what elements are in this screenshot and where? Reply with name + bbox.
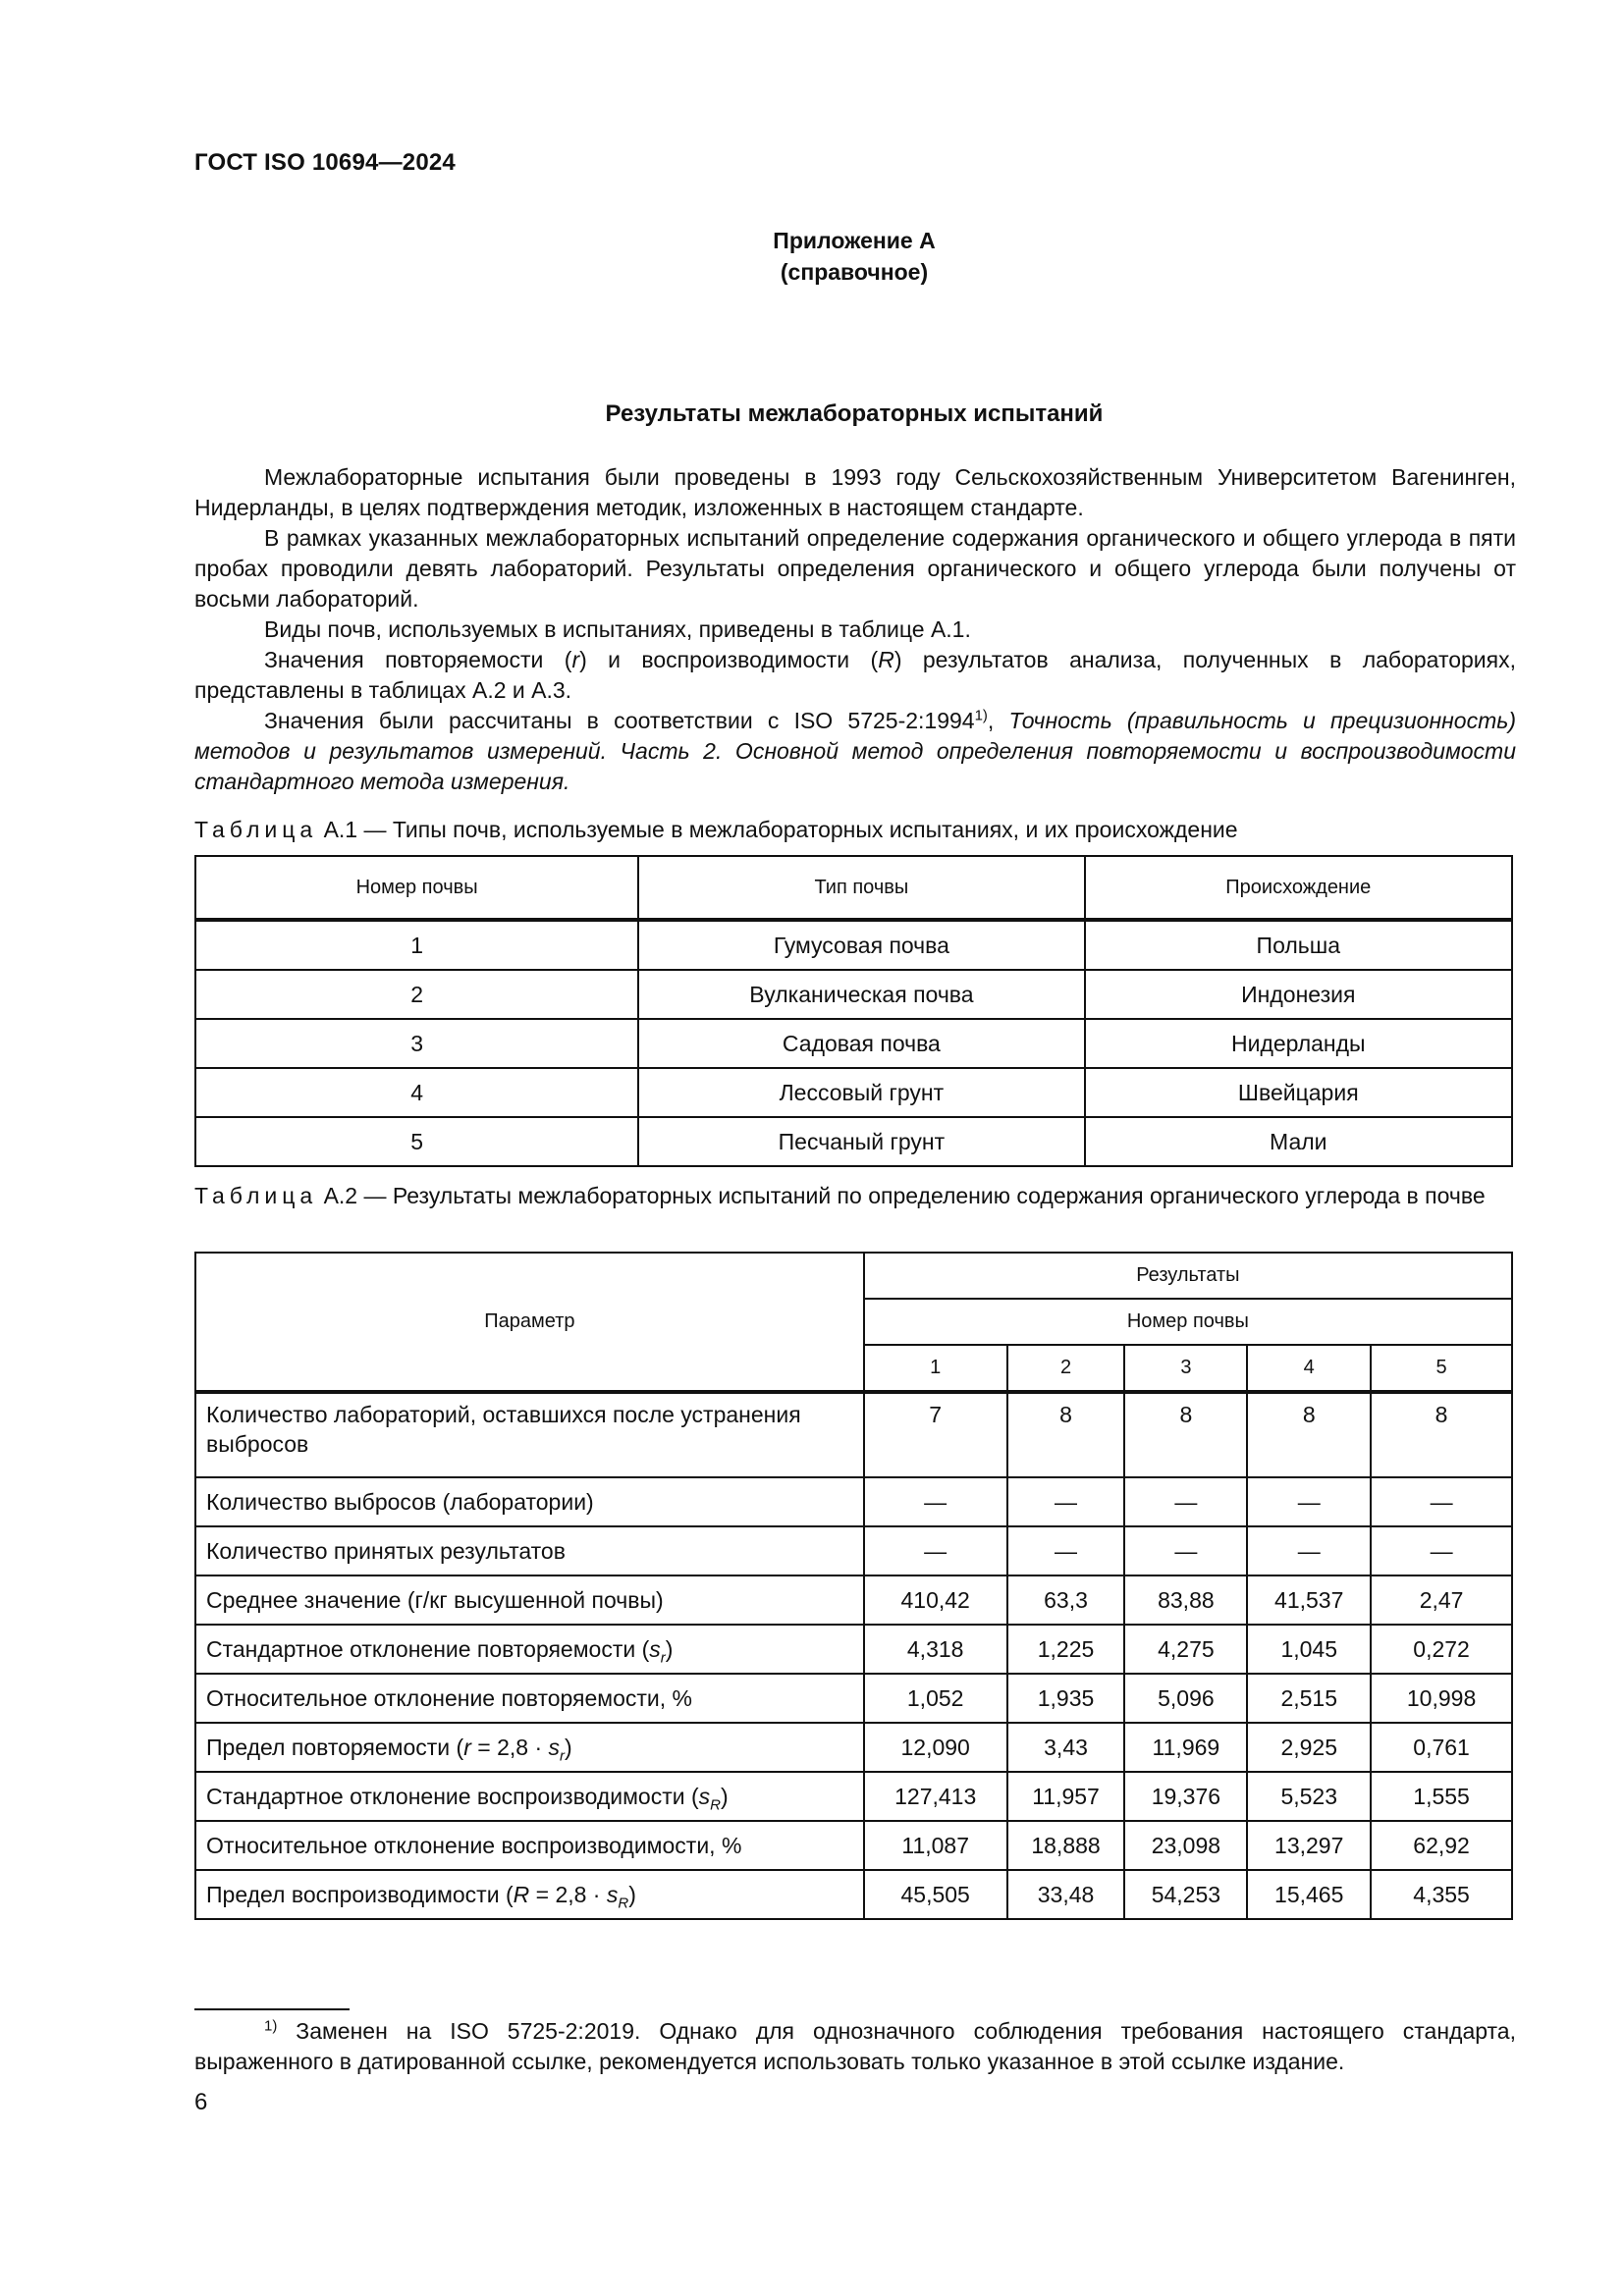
footnote-ref: 1) <box>974 707 988 724</box>
table-cell: 12,090 <box>864 1723 1007 1772</box>
table-row <box>195 1392 1512 1477</box>
table-cell: 2,515 <box>1247 1674 1371 1723</box>
table-row <box>195 970 1512 1019</box>
table-cell: — <box>1371 1477 1512 1526</box>
table-cell: 2,47 <box>1371 1575 1512 1625</box>
table-cell: 127,413 <box>864 1772 1007 1821</box>
table-row <box>195 1526 1512 1575</box>
table-cell: 10,998 <box>1371 1674 1512 1723</box>
table-cell: 11,087 <box>864 1821 1007 1870</box>
table-cell: 4,355 <box>1371 1870 1512 1919</box>
footnote-mark: 1) <box>264 2017 278 2035</box>
table-row <box>195 1117 1512 1166</box>
table-cell: 13,297 <box>1247 1821 1371 1870</box>
table-cell: 0,272 <box>1371 1625 1512 1674</box>
row-label: Количество принятых результатов <box>195 1526 864 1575</box>
table-cell: Швейцария <box>1085 1068 1512 1117</box>
table-row <box>195 1772 1512 1821</box>
table-row <box>195 1019 1512 1068</box>
table-cell: 54,253 <box>1124 1870 1247 1919</box>
table-cell: 1,052 <box>864 1674 1007 1723</box>
soil-number: 2 <box>1007 1345 1125 1392</box>
table-cell: 5,096 <box>1124 1674 1247 1723</box>
table-cell: 8 <box>1007 1392 1125 1477</box>
table1-header-origin: Происхождение <box>1085 856 1512 920</box>
section-title: Результаты межлабораторных испытаний <box>605 400 1104 427</box>
param-header: Параметр <box>195 1253 864 1392</box>
table-cell: 33,48 <box>1007 1870 1125 1919</box>
row-label: Относительное отклонение воспроизводимости, % <box>195 1821 864 1870</box>
results-header: Результаты <box>864 1253 1512 1299</box>
table-cell: 45,505 <box>864 1870 1007 1919</box>
row-label: Предел воспроизводимости $(R = 2,8 \cdot s_R)$ <box>195 1870 864 1919</box>
table-row <box>195 1575 1512 1625</box>
table-cell: 3,43 <box>1007 1723 1125 1772</box>
table-cell: Гумусовая почва <box>638 920 1084 970</box>
table-cell: 0,761 <box>1371 1723 1512 1772</box>
soil-number: 5 <box>1371 1345 1512 1392</box>
table-cell: 8 <box>1247 1392 1371 1477</box>
table-cell: 23,098 <box>1124 1821 1247 1870</box>
table-cell: 4,275 <box>1124 1625 1247 1674</box>
table-cell: 41,537 <box>1247 1575 1371 1625</box>
table-cell: 18,888 <box>1007 1821 1125 1870</box>
table-cell: Нидерланды <box>1085 1019 1512 1068</box>
row-label: Стандартное отклонение воспроизводимости $(s_R)$ <box>195 1772 864 1821</box>
table-cell: 1,935 <box>1007 1674 1125 1723</box>
footnote: $^{1)}$ Заменен на ISO 5725-2:2019. Однако для однозначного соблюдения требования настоящего стандарта, выраженного в датированной ссылке, рекомендуется использовать только указанное в этой ссылке издание. <box>194 2017 1516 2074</box>
row-label: Количество выбросов (лаборатории) <box>195 1477 864 1526</box>
table-cell: 62,92 <box>1371 1821 1512 1870</box>
table-cell: 4,318 <box>864 1625 1007 1674</box>
table-cell: 2,925 <box>1247 1723 1371 1772</box>
table-cell: Мали <box>1085 1117 1512 1166</box>
table-cell: — <box>1247 1526 1371 1575</box>
table-cell: 11,969 <box>1124 1723 1247 1772</box>
table-cell: 83,88 <box>1124 1575 1247 1625</box>
table-cell: Индонезия <box>1085 970 1512 1019</box>
table-cell: 1,045 <box>1247 1625 1371 1674</box>
appendix-type: (справочное) <box>780 259 929 285</box>
table-cell: Садовая почва <box>638 1019 1084 1068</box>
table-cell: — <box>1371 1526 1512 1575</box>
table-cell: Вулканическая почва <box>638 970 1084 1019</box>
table-cell: 19,376 <box>1124 1772 1247 1821</box>
table-cell: — <box>1124 1477 1247 1526</box>
table-cell: 410,42 <box>864 1575 1007 1625</box>
table-row <box>195 920 1512 970</box>
table-cell: 5 <box>195 1117 638 1166</box>
table1-caption: Таблица А.1 — Типы почв, используемые в межлабораторных испытаниях, и их происхождение <box>194 817 1238 842</box>
soil-number: 3 <box>1124 1345 1247 1392</box>
table-cell: Лессовый грунт <box>638 1068 1084 1117</box>
soil-number-header: Номер почвы <box>864 1299 1512 1345</box>
table-cell: — <box>1124 1526 1247 1575</box>
table-cell: 15,465 <box>1247 1870 1371 1919</box>
table-cell: 11,957 <box>1007 1772 1125 1821</box>
table-cell: — <box>1247 1477 1371 1526</box>
table1-header-number: Номер почвы <box>195 856 638 920</box>
body-text <box>194 462 1516 797</box>
table-cell: 63,3 <box>1007 1575 1125 1625</box>
table-cell: Песчаный грунт <box>638 1117 1084 1166</box>
document-header: ГОСТ ISO 10694—2024 <box>194 149 456 176</box>
table-row <box>195 1477 1512 1526</box>
soil-number: 1 <box>864 1345 1007 1392</box>
table1-header-type: Тип почвы <box>638 856 1084 920</box>
row-label: Предел повторяемости $(r = 2,8 \cdot s_r)$ <box>195 1723 864 1772</box>
row-label: Среднее значение (г/кг высушенной почвы) <box>195 1575 864 1625</box>
paragraph-3: Виды почв, используемых в испытаниях, приведены в таблице А.1. <box>264 616 971 642</box>
paragraph-4: Значения повторяемости (r) и воспроизводимости (R) результатов анализа, полученных в лабораториях, представлены в таблицах А.2 и А.3. <box>194 647 1516 703</box>
table-interlab-results <box>194 1252 1513 1920</box>
table-row <box>195 1068 1512 1117</box>
table-cell: — <box>1007 1526 1125 1575</box>
footnote-separator <box>194 2008 350 2010</box>
row-label: Относительное отклонение повторяемости, % <box>195 1674 864 1723</box>
row-label: Количество лабораторий, оставшихся после устранения выбросов <box>195 1392 864 1477</box>
page-number: 6 <box>194 2089 208 2115</box>
table-cell: 1 <box>195 920 638 970</box>
soil-number: 4 <box>1247 1345 1371 1392</box>
table-row <box>195 1821 1512 1870</box>
table-cell: 3 <box>195 1019 638 1068</box>
table-row <box>195 1674 1512 1723</box>
table-cell: 8 <box>1124 1392 1247 1477</box>
table-cell: 5,523 <box>1247 1772 1371 1821</box>
table-cell: 7 <box>864 1392 1007 1477</box>
table-cell: — <box>864 1477 1007 1526</box>
table-row <box>195 1625 1512 1674</box>
paragraph-5: Значения были рассчитаны в соответствии с ISO 5725-2:1994$^{1)}$, Точность (правильность и прецизионность) методов и результатов измерений. Часть 2. Основной метод определения повторяемости и воспроизводимости стандартного метода измерения. <box>194 707 1516 794</box>
table-row <box>195 1870 1512 1919</box>
table-cell: — <box>1007 1477 1125 1526</box>
table-row <box>195 1723 1512 1772</box>
paragraph-1: Межлабораторные испытания были проведены в 1993 году Сельскохозяйственным Университетом Вагенинген, Нидерланды, в целях подтверждения методик, изложенных в настоящем стандарте. <box>194 464 1516 520</box>
table-cell: — <box>864 1526 1007 1575</box>
table2-caption: Таблица А.2 — Результаты межлабораторных испытаний по определению содержания органического углерода в почве <box>194 1183 1486 1208</box>
row-label: Стандартное отклонение повторяемости $(s_r)$ <box>195 1625 864 1674</box>
table-soil-types <box>194 855 1513 1167</box>
table-cell: 8 <box>1371 1392 1512 1477</box>
appendix-label: Приложение А <box>773 228 936 253</box>
table-cell: 1,225 <box>1007 1625 1125 1674</box>
table-cell: 1,555 <box>1371 1772 1512 1821</box>
table-cell: 2 <box>195 970 638 1019</box>
table-cell: 4 <box>195 1068 638 1117</box>
paragraph-2: В рамках указанных межлабораторных испытаний определение содержания органического и общего углерода в пяти пробах проводили девять лабораторий. Результаты определения органического и общего углерода были получены от восьми лабораторий. <box>194 525 1516 612</box>
table-cell: Польша <box>1085 920 1512 970</box>
